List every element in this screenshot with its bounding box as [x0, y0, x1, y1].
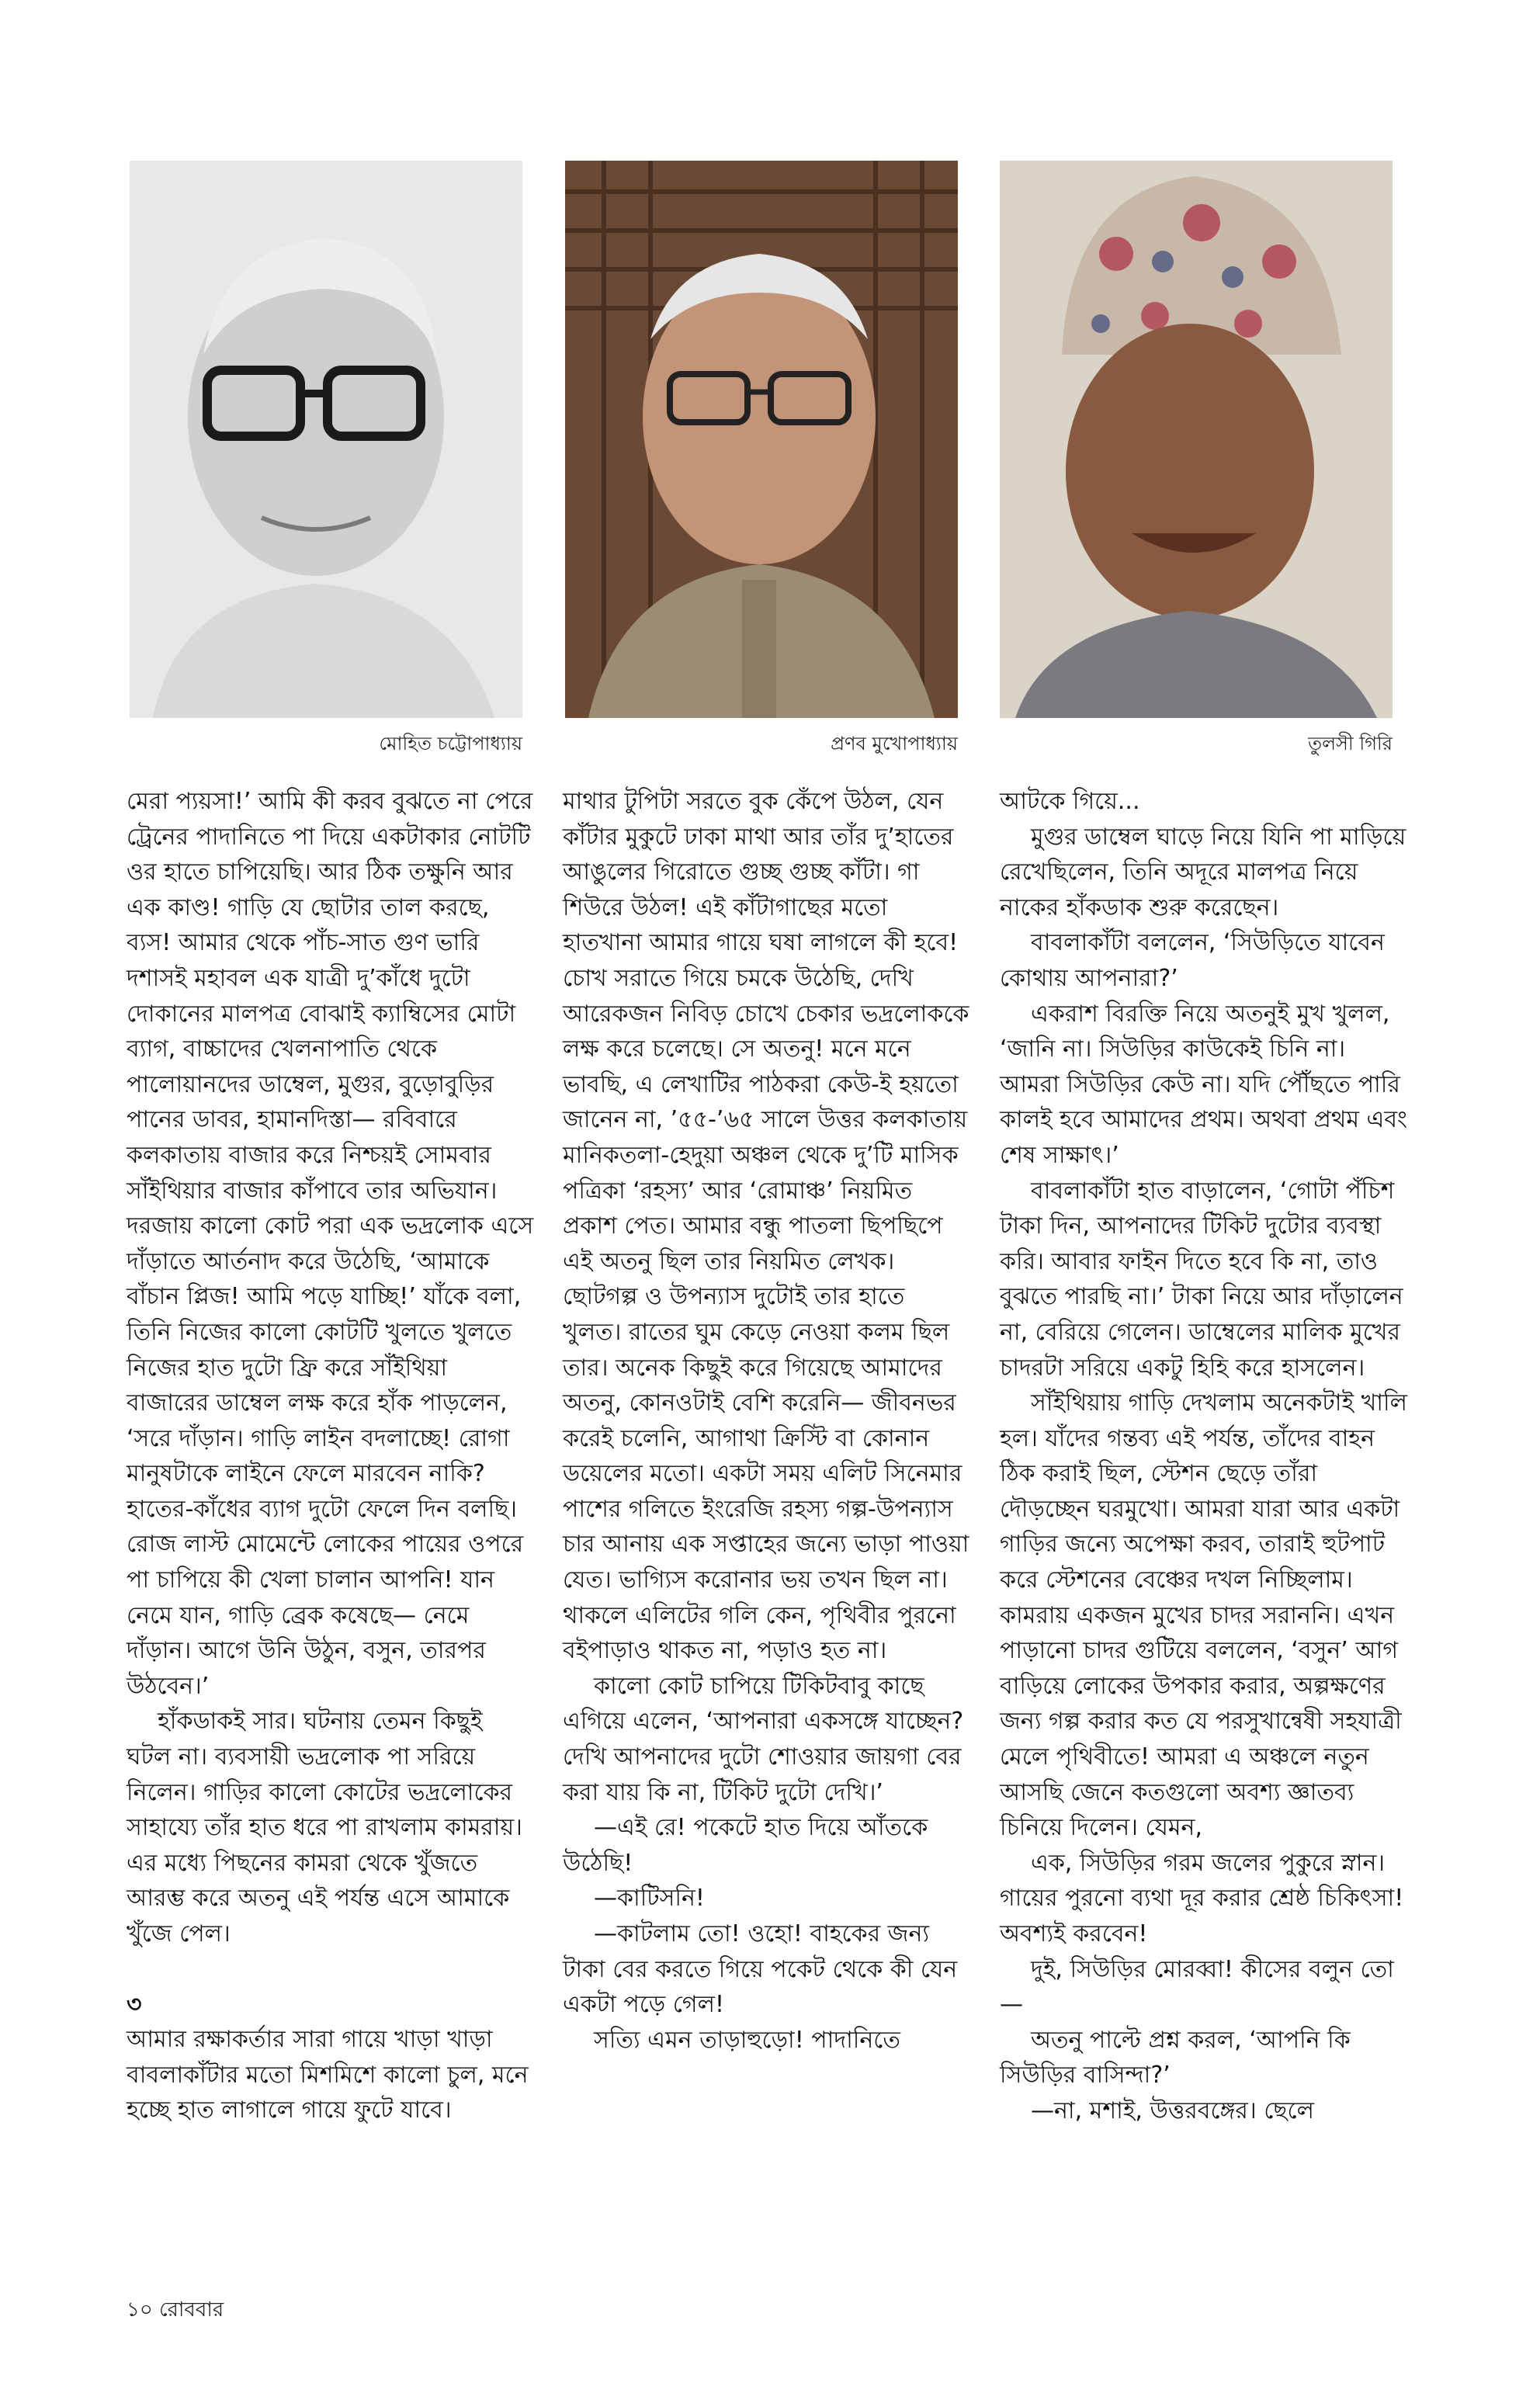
paragraph: —এই রে! পকেটে হাত দিয়ে আঁতকে উঠেছি!: [563, 1814, 928, 1877]
paragraph: —কাটিসনি!: [594, 1885, 705, 1913]
paragraph: একরাশ বিরক্তি নিয়ে অতনুই মুখ খুলল, ‘জানি না। সিউড়ির কাউকেই চিনি না। আমরা সিউড়ির কেউ না। যদি পৌঁছতে পারি কালই হবে আমাদের প্রথম। অথবা প্রথম এবং শেষ সাক্ষাৎ।’: [1000, 1000, 1407, 1169]
paragraph: কালো কোট চাপিয়ে টিকিটবাবু কাছে এগিয়ে এলেন, ‘আপনারা একসঙ্গে যাচ্ছেন? দেখি আপনাদের দুটো শোওয়ার জায়গা বের করা যায় কি না, টিকিট দুটো দেখি।’: [563, 1672, 964, 1806]
photo-caption-3: তুলসী গিরি: [1308, 733, 1393, 754]
article-column-2: [563, 784, 970, 2058]
portrait-photo-1: [130, 161, 522, 718]
article-column-3: [1000, 784, 1407, 2129]
paragraph: হাঁকডাকই সার। ঘটনায় তেমন কিছুই ঘটল না। ব্যবসায়ী ভদ্রলোক পা সরিয়ে নিলেন। গাড়ির কালো কোটের ভদ্রলোকের সাহায্যে তাঁর হাত ধরে পা রাখলাম কামরায়। এর মধ্যে পিছনের কামরা থেকে খুঁজতে আরম্ভ করে অতনু এই পর্যন্ত এসে আমাকে খুঁজে পেল।: [127, 1708, 522, 1947]
paragraph: আটকে গিয়ে...: [1000, 788, 1140, 815]
photo-caption-2: প্রণব মুখোপাধ্যায়: [831, 733, 958, 754]
paragraph: সাঁইথিয়ায় গাড়ি দেখলাম অনেকটাই খালি হল। যাঁদের গন্তব্য এই পর্যন্ত, তাঁদের বাহন ঠিক করাই ছিল, স্টেশন ছেড়ে তাঁরা দৌড়চ্ছেন ঘরমুখো। আমরা যারা আর একটা গাড়ির জন্যে অপেক্ষা করব, তারাই হুটপাট করে স্টেশনের বেঞ্চের দখল নিচ্ছিলাম। কামরায় একজন মুখের চাদর সরাননি। এখন পাড়ানো চাদর গুটিয়ে বললেন, ‘বসুন’ আগ বাড়িয়ে লোকের উপকার করার, অল্পক্ষণের জন্য গল্প করার কত যে পরসুখান্বেষী সহযাত্রী মেলে পৃথিবীতে! আমরা এ অঞ্চলে নতুন আসছি জেনে কতগুলো অবশ্য জ্ঞাতব্য চিনিয়ে দিলেন। যেমন,: [1000, 1389, 1407, 1842]
portrait-photo-2: [565, 161, 958, 718]
paragraph: এক, সিউড়ির গরম জলের পুকুরে স্নান। গায়ের পুরনো ব্যথা দূর করার শ্রেষ্ঠ চিকিৎসা! অবশ্যই করবেন!: [1000, 1849, 1404, 1947]
paragraph: অতনু পাল্টে প্রশ্ন করল, ‘আপনি কি সিউড়ির বাসিন্দা?’: [1000, 2026, 1351, 2090]
article-column-1: [127, 784, 534, 2128]
photo-caption-1: মোহিত চট্টোপাধ্যায়: [379, 733, 522, 754]
page-footer: ১০ রোববার: [127, 2298, 224, 2322]
paragraph: —কাটলাম তো! ওহো! বাহকের জন্য টাকা বের করতে গিয়ে পকেট থেকে কী যেন একটা পড়ে গেল!: [563, 1920, 958, 2019]
portrait-image-2: [565, 161, 958, 718]
paragraph: বাবলাকাঁটা বললেন, ‘সিউড়িতে যাবেন কোথায় আপনারা?’: [1000, 929, 1385, 992]
paragraph: দুই, সিউড়ির মোরব্বা! কীসের বলুন তো—: [1000, 1955, 1394, 2019]
paragraph: মাথার টুপিটা সরতে বুক কেঁপে উঠল, যেন কাঁটার মুকুটে ঢাকা মাথা আর তাঁর দু’হাতের আঙুলের গিরোতে গুচ্ছ গুচ্ছ কাঁটা। গা শিউরে উঠল! এই কাঁটাগাছের মতো হাতখানা আমার গায়ে ঘষা লাগলে কী হবে! চোখ সরাতে গিয়ে চমকে উঠেছি, দেখি আরেকজন নিবিড় চোখে চেকার ভদ্রলোককে লক্ষ করে চলেছে। সে অতনু! মনে মনে ভাবছি, এ লেখাটির পাঠকরা কেউ-ই হয়তো জানেন না, ’৫৫-’৬৫ সালে উত্তর কলকাতায় মানিকতলা-হেদুয়া অঞ্চল থেকে দু’টি মাসিক পত্রিকা ‘রহস্য’ আর ‘রোমাঞ্চ’ নিয়মিত প্রকাশ পেত। আমার বন্ধু পাতলা ছিপছিপে এই অতনু ছিল তার নিয়মিত লেখক। ছোটগল্প ও উপন্যাস দুটোই তার হাতে খুলত। রাতের ঘুম কেড়ে নেওয়া কলম ছিল তার। অনেক কিছুই করে গিয়েছে আমাদের অতনু, কোনওটাই বেশি করেনি— জীবনভর করেই চলেনি, আগাথা ক্রিস্টি বা কোনান ডয়েলের মতো। একটা সময় এলিট সিনেমার পাশের গলিতে ইংরেজি রহস্য গল্প-উপন্যাস চার আনায় এক সপ্তাহের জন্যে ভাড়া পাওয়া যেত। ভাগ্যিস করোনার ভয় তখন ছিল না। থাকলে এলিটের গলি কেন, পৃথিবীর পুরনো বইপাড়াও থাকত না, পড়াও হত না।: [563, 788, 969, 1665]
portrait-image-1: [130, 161, 522, 718]
paragraph: বাবলাকাঁটা হাত বাড়ালেন, ‘গোটা পঁচিশ টাকা দিন, আপনাদের টিকিট দুটোর ব্যবস্থা করি। আবার ফাইন দিতে হবে কি না, তাও বুঝতে পারছি না।’ টাকা নিয়ে আর দাঁড়ালেন না, বেরিয়ে গেলেন। ডাম্বেলের মালিক মুখের চাদরটা সরিয়ে একটু হিহি করে হাসলেন।: [1000, 1177, 1403, 1382]
section-number: ৩: [127, 1990, 142, 2018]
portrait-photo-3: [1000, 161, 1393, 718]
paragraph: মেরা প্যয়সা!’ আমি কী করব বুঝতে না পেরে ট্রেনের পাদানিতে পা দিয়ে একটাকার নোটটি ওর হাতে চাপিয়েছি। আর ঠিক তক্ষুনি আর এক কাণ্ড! গাড়ি যে ছোটার তাল করছে, ব্যস! আমার থেকে পাঁচ-সাত গুণ ভারি দশাসই মহাবল এক যাত্রী দু’কাঁধে দুটো দোকানের মালপত্র বোঝাই ক্যাম্বিসের মোটা ব্যাগ, বাচ্চাদের খেলনাপাতি থেকে পালোয়ানদের ডাম্বেল, মুগুর, বুড়োবুড়ির পানের ডাবর, হামানদিস্তা— রবিবারে কলকাতায় বাজার করে নিশ্চয়ই সোমবার সাঁইথিয়ার বাজার কাঁপাবে তার অভিযান। দরজায় কালো কোট পরা এক ভদ্রলোক এসে দাঁড়াতে আর্তনাদ করে উঠেছি, ‘আমাকে বাঁচান প্লিজ! আমি পড়ে যাচ্ছি!’ যাঁকে বলা, তিনি নিজের কালো কোটটি খুলতে খুলতে নিজের হাত দুটো ফ্রি করে সাঁইথিয়া বাজারের ডাম্বেল লক্ষ করে হাঁক পাড়লেন, ‘সরে দাঁড়ান। গাড়ি লাইন বদলাচ্ছে! রোগা মানুষটাকে লাইনে ফেলে মারবেন নাকি? হাতের-কাঁধের ব্যাগ দুটো ফেলে দিন বলছি। রোজ লাস্ট মোমেন্টে লোকের পায়ের ওপরে পা চাপিয়ে কী খেলা চালান আপনি! যান নেমে যান, গাড়ি ব্রেক কষেছে— নেমে দাঁড়ান। আগে উনি উঠুন, বসুন, তারপর উঠবেন।’: [127, 788, 534, 1700]
paragraph: আমার রক্ষাকর্তার সারা গায়ে খাড়া খাড়া বাবলাকাঁটার মতো মিশমিশে কালো চুল, মনে হচ্ছে হাত লাগালে গায়ে ফুটে যাবে।: [127, 2026, 529, 2124]
paragraph: সত্যি এমন তাড়াহুড়ো! পাদানিতে: [594, 2026, 900, 2054]
paragraph: —না, মশাই, উত্তরবঙ্গের। ছেলে: [1031, 2096, 1314, 2124]
paragraph: মুগুর ডাম্বেল ঘাড়ে নিয়ে যিনি পা মাড়িয়ে রেখেছিলেন, তিনি অদূরে মালপত্র নিয়ে নাকের হাঁকডাক শুরু করেছেন।: [1000, 823, 1406, 921]
portrait-image-3: [1000, 161, 1393, 718]
